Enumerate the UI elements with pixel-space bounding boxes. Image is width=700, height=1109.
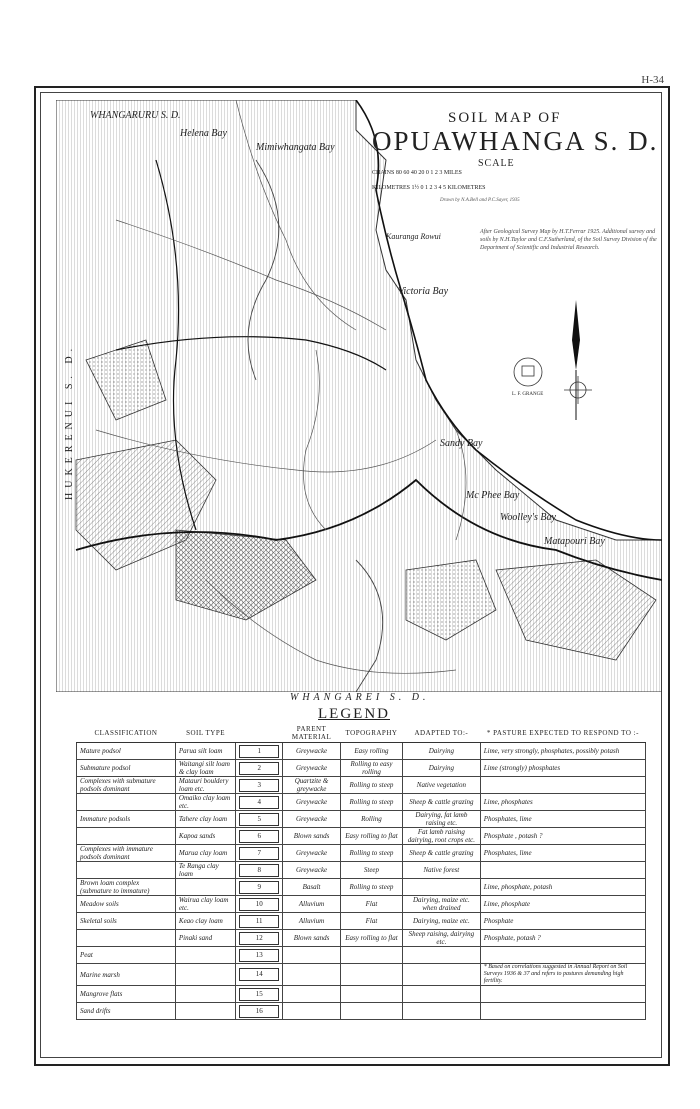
legend-row (77, 760, 646, 777)
place-sandy-bay: Sandy Bay (440, 438, 483, 449)
legend-soil-type: Parua silt loam (175, 743, 235, 760)
legend-row (77, 743, 646, 760)
legend-symbol (236, 743, 283, 760)
header-soil-type: SOIL TYPE (175, 724, 235, 743)
legend-pasture: Lime, very strongly, phosphates, possibly potash (480, 743, 645, 760)
legend-soil-type: Keao clay loam (175, 913, 235, 930)
legend-symbol (236, 913, 283, 930)
legend-parent-material: Greywacke (283, 862, 341, 879)
legend-soil-type: Marua clay loam (175, 845, 235, 862)
seal-label: L. F. GRANGE (512, 392, 544, 397)
legend-parent-material (283, 947, 341, 964)
legend-parent-material: Blown sands (283, 828, 341, 845)
legend-parent-material (283, 986, 341, 1003)
scale-bar-km: KILOMETRES 1½ 0 1 2 3 4 5 KILOMETRES (372, 185, 486, 191)
legend-pasture (480, 777, 645, 794)
legend-topography: Easy rolling (340, 743, 402, 760)
legend-soil-type: Te Ranga clay loam (175, 862, 235, 879)
legend-classification: Skeletal soils (77, 913, 176, 930)
legend-topography: Steep (340, 862, 402, 879)
place-hukerenui: HUKERENUI S. D. (64, 343, 75, 500)
legend-soil-type: Wairua clay loam etc. (175, 896, 235, 913)
legend-row (77, 811, 646, 828)
legend-classification (77, 862, 176, 879)
legend-symbol-box: 13 (239, 949, 279, 962)
header-topography: TOPOGRAPHY (340, 724, 402, 743)
header-classification: CLASSIFICATION (77, 724, 176, 743)
legend-classification: Mature podsol (77, 743, 176, 760)
legend-row (77, 879, 646, 896)
place-whangarei: WHANGAREI S. D. (290, 692, 430, 703)
map-title: OPUAWHANGA S. D. (372, 126, 659, 156)
legend-topography: Rolling to steep (340, 777, 402, 794)
legend-pasture: Lime, phosphate (480, 896, 645, 913)
legend-symbol-box: 14 (239, 968, 279, 981)
legend-soil-type: Omaiko clay loam etc. (175, 794, 235, 811)
legend-header-row (77, 724, 646, 743)
legend-symbol (236, 986, 283, 1003)
legend-parent-material: Blown sands (283, 930, 341, 947)
scale-label: SCALE (478, 158, 515, 169)
legend-topography (340, 947, 402, 964)
legend-symbol (236, 947, 283, 964)
legend-symbol-box: 12 (239, 932, 279, 945)
legend-adapted-to: Dairying, maize etc. (403, 913, 481, 930)
legend-row (77, 896, 646, 913)
legend-parent-material: Greywacke (283, 811, 341, 828)
place-woolleys-bay: Woolley's Bay (500, 512, 556, 523)
legend-adapted-to: Sheep & cattle grazing (403, 794, 481, 811)
legend-classification: Complexes with immature podsols dominant (77, 845, 176, 862)
legend-row (77, 828, 646, 845)
legend-soil-type: Matauri bouldery loam etc. (175, 777, 235, 794)
legend-adapted-to (403, 964, 481, 986)
page-reference: H-34 (641, 74, 664, 86)
soil-map (56, 100, 662, 692)
legend-parent-material (283, 1003, 341, 1020)
legend-topography: Rolling to steep (340, 879, 402, 896)
place-helena-bay: Helena Bay (180, 128, 227, 139)
legend-parent-material (283, 964, 341, 986)
legend-adapted-to: Sheep & cattle grazing (403, 845, 481, 862)
legend-row (77, 930, 646, 947)
legend-topography: Rolling (340, 811, 402, 828)
legend-topography (340, 964, 402, 986)
legend-row (77, 862, 646, 879)
legend-symbol-box: 9 (239, 881, 279, 894)
legend-row (77, 1003, 646, 1020)
header-adapted-to: ADAPTED TO:- (403, 724, 481, 743)
legend-symbol (236, 964, 283, 986)
legend-parent-material: Alluvium (283, 896, 341, 913)
legend-symbol-box: 1 (239, 745, 279, 758)
legend-pasture (480, 986, 645, 1003)
legend-row (77, 947, 646, 964)
legend-adapted-to (403, 947, 481, 964)
legend-symbol-box: 11 (239, 915, 279, 928)
survey-note: After Geological Survey Map by H.T.Ferrar 1925. Additional survey and soils by N.H.Taylor and C.F.Sutherland, of the Soil Survey Division of the Department of Scientific and Industrial Research. (480, 229, 657, 251)
legend-topography (340, 1003, 402, 1020)
legend-row (77, 845, 646, 862)
legend-adapted-to (403, 986, 481, 1003)
official-seal (514, 358, 542, 386)
legend-soil-type: Tahere clay loam (175, 811, 235, 828)
legend-pasture: Phosphate , potash ? (480, 828, 645, 845)
header-pasture: * PASTURE EXPECTED TO RESPOND TO :- (480, 724, 645, 743)
place-mcphee-bay: Mc Phee Bay (466, 490, 520, 501)
legend-topography: Rolling to steep (340, 845, 402, 862)
legend-body (77, 743, 646, 1020)
legend-pasture: Phosphates, lime (480, 845, 645, 862)
legend-symbol (236, 777, 283, 794)
legend-parent-material: Greywacke (283, 743, 341, 760)
legend-adapted-to: Native vegetation (403, 777, 481, 794)
legend-row (77, 794, 646, 811)
place-mimiwhangata-bay: Mimiwhangata Bay (256, 142, 335, 153)
legend-topography: Rolling to steep (340, 794, 402, 811)
legend-parent-material: Basalt (283, 879, 341, 896)
legend-topography: Easy rolling to flat (340, 930, 402, 947)
compass-rose (564, 376, 592, 404)
legend-pasture (480, 1003, 645, 1020)
legend-soil-type: Pinaki sand (175, 930, 235, 947)
legend-soil-type (175, 964, 235, 986)
legend-classification (77, 794, 176, 811)
legend-symbol (236, 1003, 283, 1020)
place-kauranga: Kauranga Rowui (386, 232, 441, 241)
legend-classification (77, 930, 176, 947)
legend-adapted-to: Dairying, maize etc. when drained (403, 896, 481, 913)
legend-classification (77, 828, 176, 845)
legend-soil-type: Waitangi silt loam & clay loam (175, 760, 235, 777)
legend-classification: Meadow soils (77, 896, 176, 913)
legend-symbol (236, 862, 283, 879)
legend-soil-type: Kapoa sands (175, 828, 235, 845)
legend-symbol (236, 760, 283, 777)
legend-pasture (480, 862, 645, 879)
legend-classification: Peat (77, 947, 176, 964)
legend-soil-type (175, 986, 235, 1003)
legend-parent-material: Greywacke (283, 845, 341, 862)
legend-symbol (236, 794, 283, 811)
legend-table (76, 724, 646, 1020)
legend-pasture: Phosphate, potash ? (480, 930, 645, 947)
legend-row (77, 913, 646, 930)
legend-classification: Marine marsh (77, 964, 176, 986)
legend-topography (340, 986, 402, 1003)
legend-pasture: Lime, phosphates (480, 794, 645, 811)
legend-parent-material: Alluvium (283, 913, 341, 930)
legend-classification: Immature podsols (77, 811, 176, 828)
legend-symbol-box: 15 (239, 988, 279, 1001)
soil-map-drawing (56, 100, 662, 692)
legend-adapted-to: Native forest (403, 862, 481, 879)
legend-adapted-to: Dairying, fat lamb raising etc. (403, 811, 481, 828)
legend-soil-type (175, 879, 235, 896)
drawn-by-credit: Drawn by N.A.Bell and P.C.Sayer, 1935 (440, 198, 520, 203)
legend-soil-type (175, 947, 235, 964)
legend-symbol-box: 3 (239, 779, 279, 792)
legend-classification: Mangrove flats (77, 986, 176, 1003)
legend-symbol-box: 16 (239, 1005, 279, 1018)
scale-bar-chains: CHAINS 80 60 40 20 0 1 2 3 MILES (372, 170, 462, 176)
legend-adapted-to: Fat lamb raising dairying, root crops etc. (403, 828, 481, 845)
legend-topography: Flat (340, 913, 402, 930)
header-parent-material: PARENT MATERIAL (283, 724, 341, 743)
legend-symbol-box: 10 (239, 898, 279, 911)
legend-pasture: Lime, phosphate, potash (480, 879, 645, 896)
legend-symbol-box: 7 (239, 847, 279, 860)
legend-classification: Complexes with submature podsols dominant (77, 777, 176, 794)
legend-symbol-box: 6 (239, 830, 279, 843)
legend-soil-type (175, 1003, 235, 1020)
legend-adapted-to (403, 879, 481, 896)
legend-pasture: Lime (strongly) phosphates (480, 760, 645, 777)
legend-row (77, 964, 646, 986)
legend-symbol-box: 5 (239, 813, 279, 826)
legend-parent-material: Quartzite & greywacke (283, 777, 341, 794)
legend-row (77, 986, 646, 1003)
legend-topography: Flat (340, 896, 402, 913)
legend-topography: Easy rolling to flat (340, 828, 402, 845)
legend-symbol (236, 879, 283, 896)
legend-symbol (236, 930, 283, 947)
legend-adapted-to (403, 1003, 481, 1020)
legend-classification: Sand drifts (77, 1003, 176, 1020)
legend-pasture: Phosphate (480, 913, 645, 930)
legend-adapted-to: Dairying (403, 760, 481, 777)
legend-adapted-to: Sheep raising, dairying etc. (403, 930, 481, 947)
legend-symbol-box: 2 (239, 762, 279, 775)
legend-adapted-to: Dairying (403, 743, 481, 760)
place-matapouri-bay: Matapouri Bay (544, 536, 605, 547)
legend-symbol (236, 896, 283, 913)
legend-symbol (236, 845, 283, 862)
legend-topography: Rolling to easy rolling (340, 760, 402, 777)
legend-symbol (236, 828, 283, 845)
legend-symbol-box: 4 (239, 796, 279, 809)
legend-title: LEGEND (318, 706, 390, 722)
legend-pasture: * Based on correlations suggested in Annual Report on Soil Surveys 1936 & 37 and refers to pastures demanding high fertility. (480, 964, 645, 986)
map-title-line1: SOIL MAP OF (448, 110, 562, 126)
legend-symbol (236, 811, 283, 828)
header-symbol (236, 724, 283, 743)
legend-pasture (480, 947, 645, 964)
legend-pasture: Phosphates, lime (480, 811, 645, 828)
legend-classification: Brown loam complex (submature to immature) (77, 879, 176, 896)
legend-symbol-box: 8 (239, 864, 279, 877)
legend-row (77, 777, 646, 794)
place-victoria-bay: Victoria Bay (398, 286, 449, 297)
legend-classification: Submature podsol (77, 760, 176, 777)
place-whangaruru: WHANGARURU S. D. (90, 110, 181, 121)
north-arrow (572, 300, 580, 420)
legend-parent-material: Greywacke (283, 794, 341, 811)
legend-parent-material: Greywacke (283, 760, 341, 777)
